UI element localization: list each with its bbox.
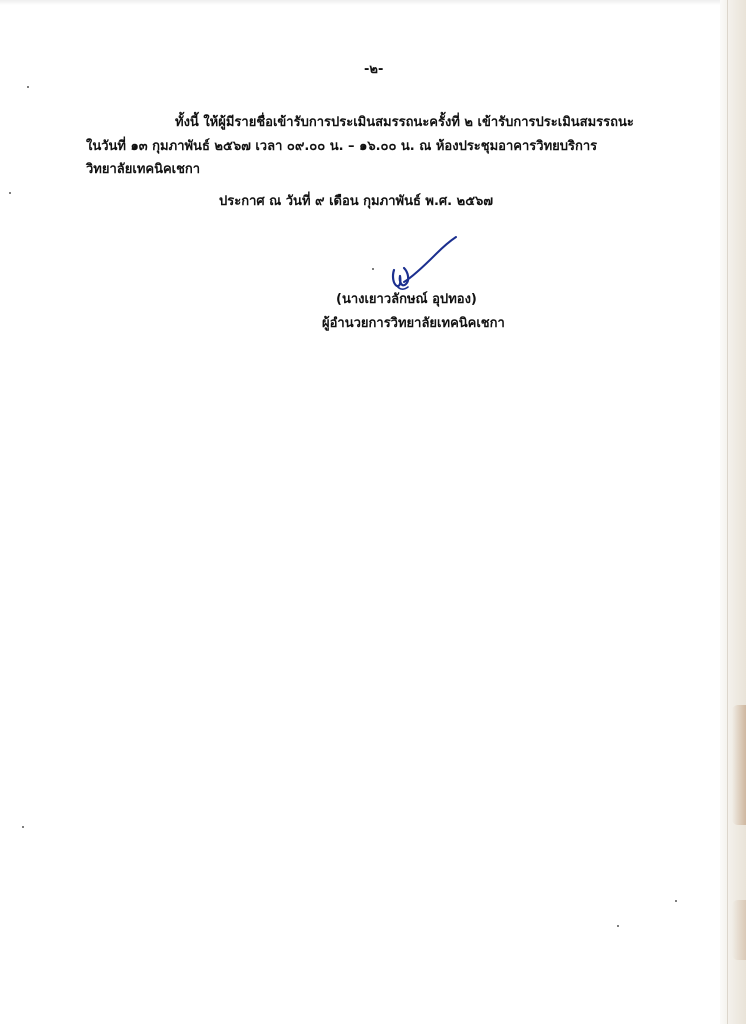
paragraph-line-3: วิทยาลัยเทคนิคเชกา — [86, 162, 201, 177]
scan-speck — [22, 826, 24, 828]
scan-speck — [617, 925, 619, 927]
paragraph-line-2: ในวันที่ ๑๓ กุมภาพันธ์ ๒๕๖๗ เวลา ๐๙.๐๐ น. – ๑๖.๐๐ น. ณ ห้องประชุมอาคารวิทยบริการ — [86, 139, 598, 154]
scan-speck — [27, 86, 29, 88]
scan-speck — [9, 192, 11, 194]
paper-stain — [732, 705, 746, 825]
scan-speck — [372, 268, 374, 270]
scan-edge-line — [727, 0, 728, 1024]
paragraph-line-1: ทั้งนี้ ให้ผู้มีรายชื่อเข้ารับการประเมินสมรรถนะครั้งที่ ๒ เข้ารับการประเมินสมรรถนะ — [175, 115, 634, 130]
scan-right-edge — [720, 0, 746, 1024]
scan-speck — [675, 900, 677, 902]
signatory-name: (นางเยาวลักษณ์ อุปทอง) — [336, 292, 477, 307]
scan-top-shadow — [0, 0, 746, 5]
page-number: -๒- — [364, 62, 384, 77]
handwritten-signature — [384, 232, 464, 292]
paper-stain — [732, 900, 746, 960]
announcement-date: ประกาศ ณ วันที่ ๙ เดือน กุมภาพันธ์ พ.ศ. ๒๕๖๗ — [219, 194, 494, 209]
signatory-position: ผู้อำนวยการวิทยาลัยเทคนิคเชกา — [322, 316, 505, 331]
